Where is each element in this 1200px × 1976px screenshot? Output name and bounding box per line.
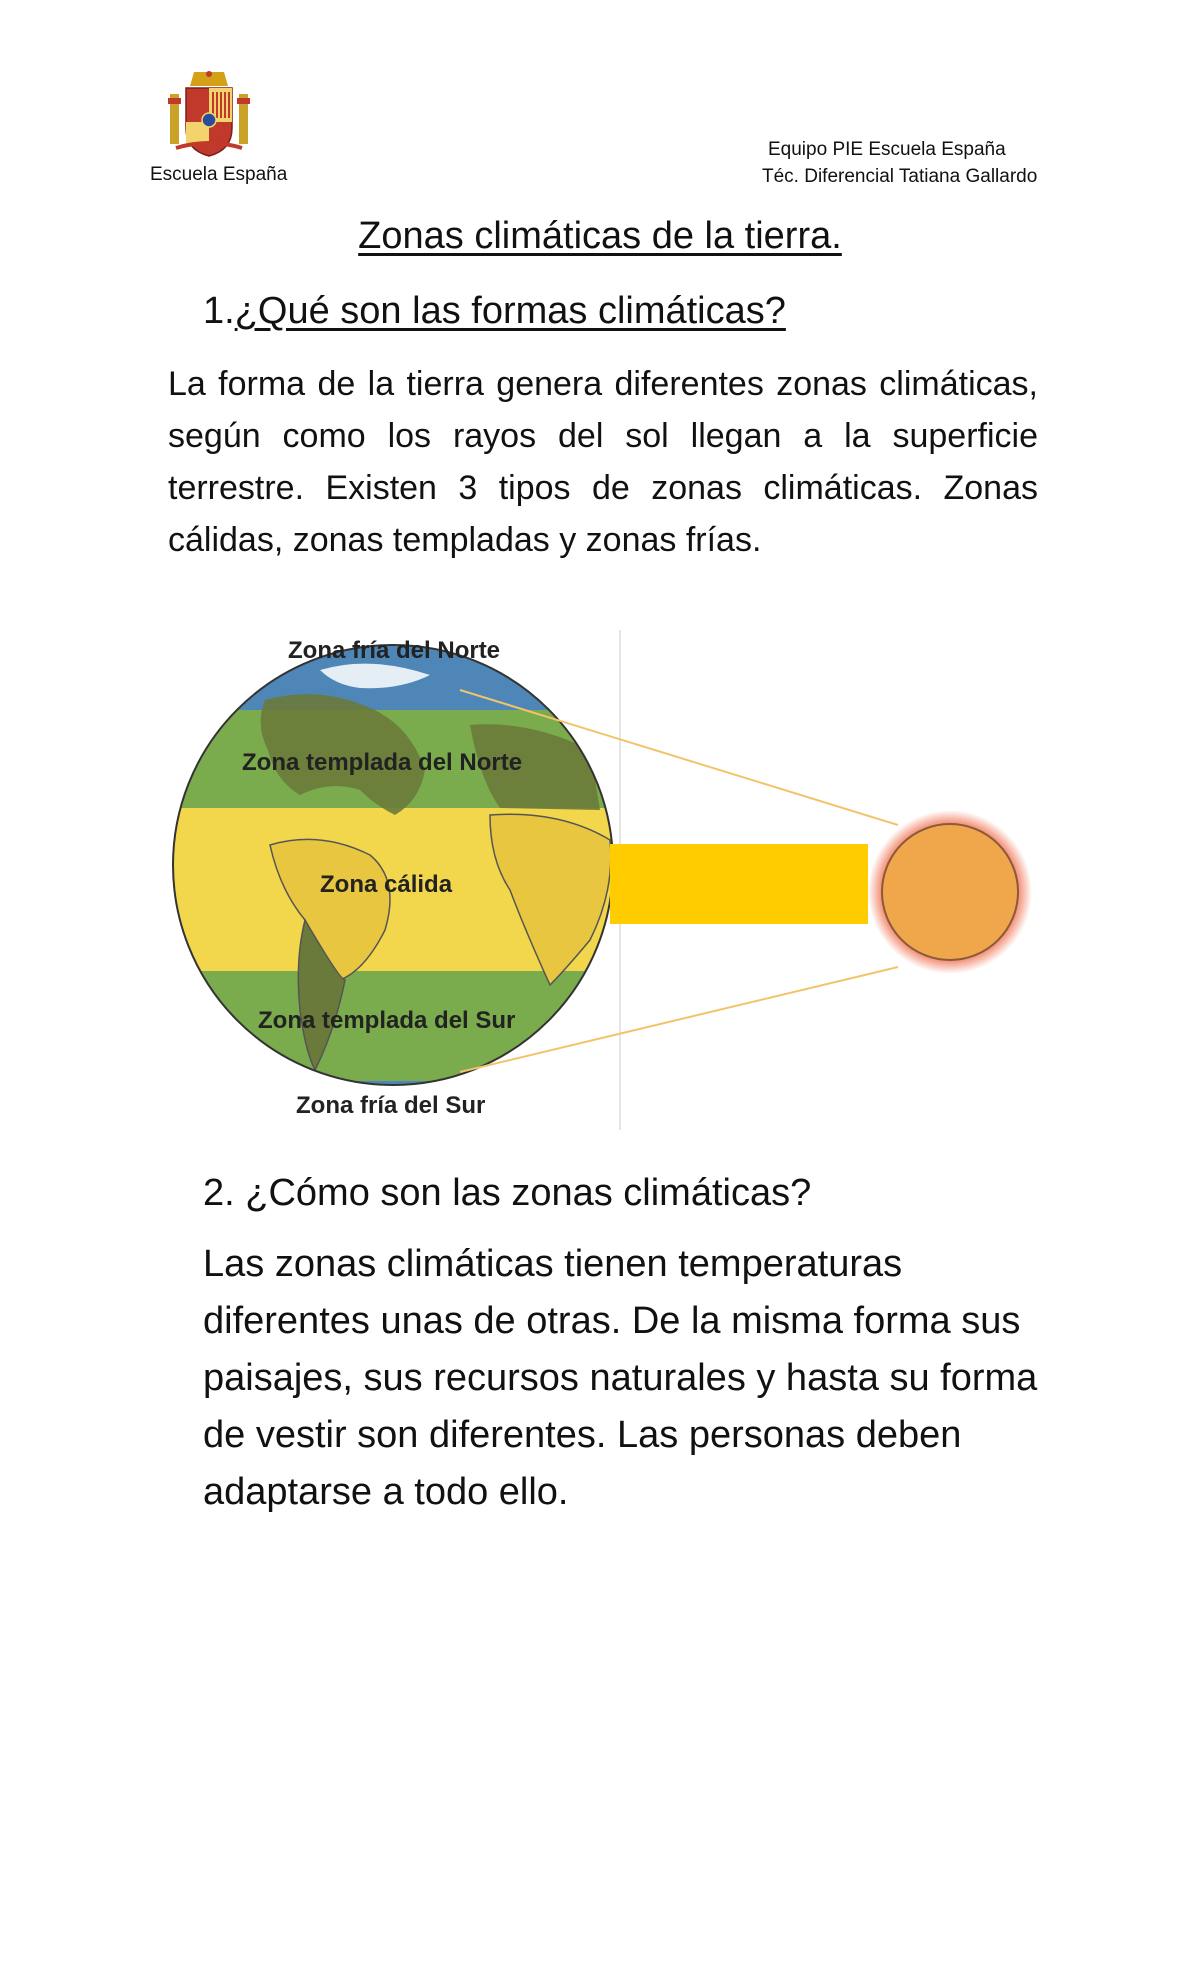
- section1-paragraph: La forma de la tierra genera diferentes zonas climáticas, según como los rayos del sol llegan a la superficie terrestre. Existen 3 tipos de zonas climáticas. Zonas cálidas, zonas templadas y zonas frías.: [168, 365, 1038, 559]
- label-north-temperate: Zona templada del Norte: [242, 749, 523, 776]
- label-north-cold: Zona fría del Norte: [288, 637, 501, 664]
- page-title: [0, 215, 1200, 258]
- section2-paragraph: Las zonas climáticas tienen temperaturas diferentes unas de otras. De la misma forma sus paisajes, sus recursos naturales y hasta su forma de vestir son diferentes. Las personas deben adaptarse a todo ello.: [203, 1243, 1038, 1513]
- team-line-2: Téc. Diferencial Tatiana Gallardo: [762, 166, 1038, 187]
- sun-icon: [882, 824, 1018, 960]
- label-south-temperate: Zona templada del Sur: [258, 1007, 516, 1034]
- section2-heading: 2. ¿Cómo son las zonas climáticas?: [203, 1172, 812, 1214]
- team-line-1: Equipo PIE Escuela España: [768, 139, 1006, 160]
- page-title-text: Zonas climáticas de la tierra.: [358, 215, 842, 257]
- label-warm: Zona cálida: [320, 871, 453, 898]
- sun-beam: [610, 844, 868, 924]
- section1-number: 1.: [203, 290, 235, 332]
- label-south-cold: Zona fría del Sur: [296, 1092, 486, 1119]
- section1-question: ¿Qué son las formas climáticas?: [234, 290, 786, 332]
- coat-of-arms-icon: [166, 68, 252, 160]
- climate-zones-diagram: [170, 630, 1050, 1130]
- school-name: Escuela España: [150, 164, 288, 185]
- team-info: [762, 136, 1037, 190]
- section1-heading: [203, 290, 786, 333]
